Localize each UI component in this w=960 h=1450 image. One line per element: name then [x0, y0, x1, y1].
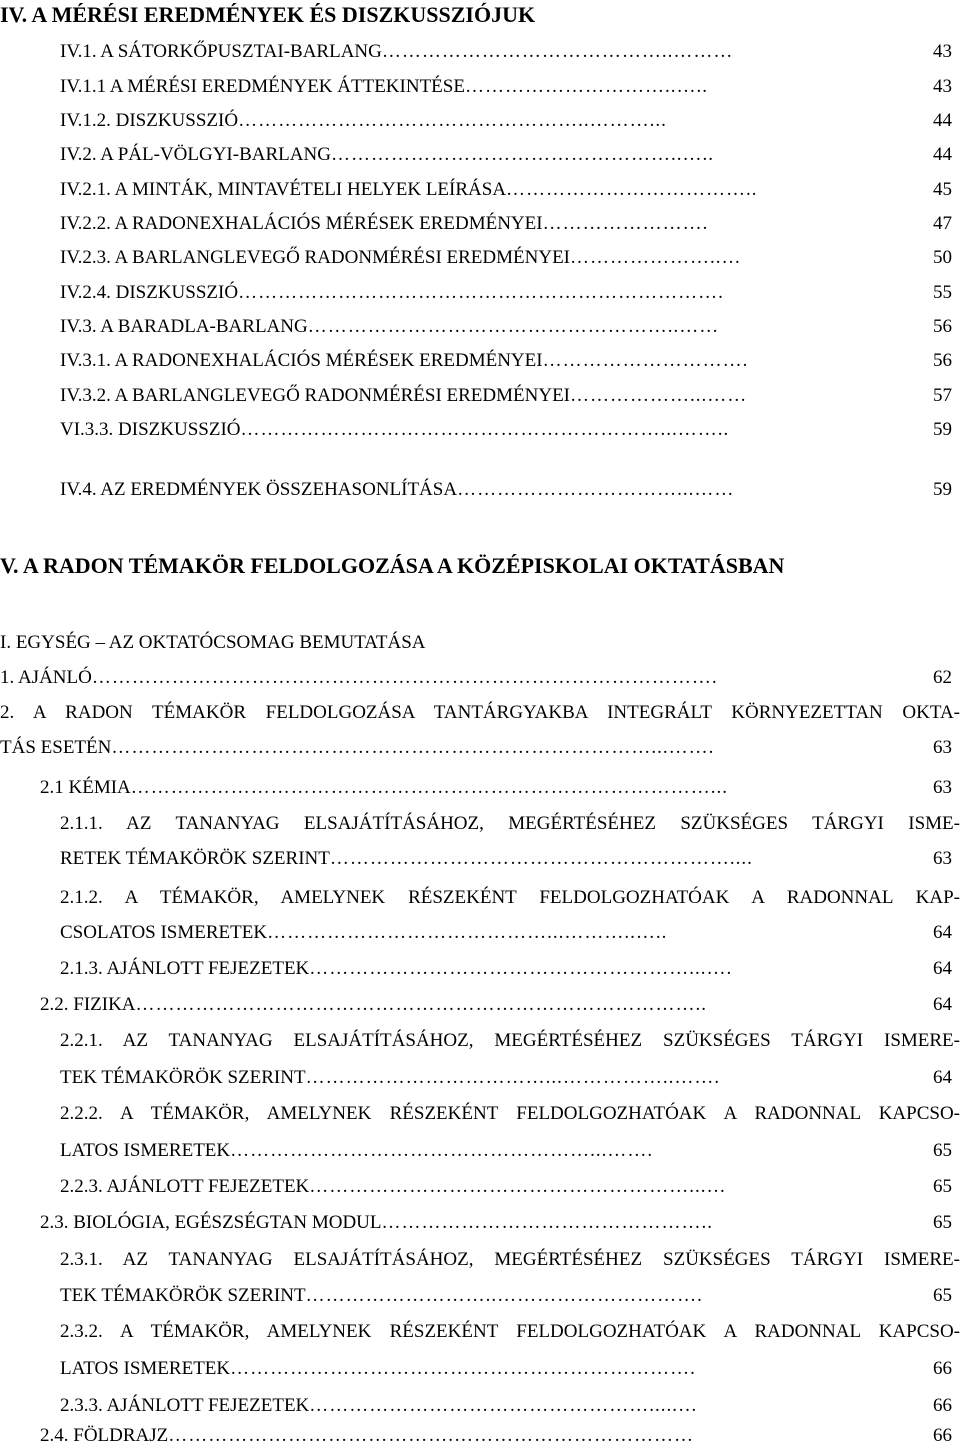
toc-entry-label: IV.3.1. A RADONEXHALÁCIÓS MÉRÉSEK EREDMÉNYEI — [60, 350, 543, 371]
toc-entry-fizika-2-cont[interactable] — [60, 1139, 952, 1163]
toc-entry-label: IV.1.1 A MÉRÉSI EREDMÉNYEK ÁTTEKINTÉSE — [60, 76, 465, 97]
unit-heading: I. EGYSÉG – AZ OKTATÓCSOMAG BEMUTATÁSA — [0, 632, 426, 653]
toc-page-number: 63 — [933, 737, 952, 758]
toc-entry-fizika[interactable] — [40, 993, 952, 1017]
toc-entry-label: LATOS ISMERETEK — [60, 1358, 231, 1379]
toc-leader: ……………………………………………………………. — [230, 1358, 696, 1379]
toc-entry-biologia[interactable] — [40, 1211, 952, 1235]
toc-entry-label: 2. A RADON TÉMAKÖR FELDOLGOZÁSA TANTÁRGYAKBA INTEGRÁLT KÖRNYEZETTAN OKTA- — [0, 702, 960, 723]
toc-entry-integralt[interactable] — [0, 701, 960, 725]
toc-page-number: 43 — [933, 41, 952, 62]
toc-leader: ……………………. — [542, 213, 709, 234]
toc-leader: …………………………………………………………………………………. — [91, 667, 718, 688]
toc-entry-biologia-2-cont[interactable] — [60, 1357, 952, 1381]
toc-leader: ………………………………………………………………. — [238, 282, 724, 303]
toc-entry-fizika-2[interactable] — [60, 1102, 960, 1126]
toc-leader: ………………...…… — [570, 385, 748, 406]
toc-entry-label: 2.2. FIZIKA — [40, 994, 136, 1015]
toc-entry-label: IV.1. A SÁTORKŐPUSZTAI-BARLANG — [60, 41, 382, 62]
main-heading: IV. A MÉRÉSI EREDMÉNYEK ÉS DISZKUSSZIÓJUK — [0, 2, 536, 27]
toc-entry-label: TÁS ESETÉN — [0, 737, 112, 758]
toc-entry-integralt-cont[interactable] — [0, 736, 952, 760]
toc-page-number: 44 — [933, 144, 952, 165]
toc-entry-iv-3[interactable] — [60, 315, 952, 339]
toc-page-number: 66 — [933, 1395, 952, 1416]
toc-page-number: 64 — [933, 922, 952, 943]
toc-leader: ………………………………………….. — [381, 1212, 714, 1233]
toc-leader: ……………………………………..……… — [381, 41, 734, 62]
toc-entry-iv-2-4[interactable] — [60, 281, 952, 305]
toc-page-number: 64 — [933, 1067, 952, 1088]
toc-entry-iv-2[interactable] — [60, 143, 952, 167]
toc-entry-label: 2.3. BIOLÓGIA, EGÉSZSÉGTAN MODUL — [40, 1212, 382, 1233]
toc-entry-label: 2.3.2. A TÉMAKÖR, AMELYNEK RÉSZEKÉNT FELDOLGOZHATÓAK A RADONNAL KAPCSO- — [60, 1321, 960, 1342]
toc-entry-label: 2.3.1. AZ TANANYAG ELSAJÁTÍTÁSÁHOZ, MEGÉRTÉSÉHEZ SZÜKSÉGES TÁRGYI ISMERE- — [60, 1249, 960, 1270]
toc-entry-label: VI.3.3. DISZKUSSZIÓ — [60, 419, 241, 440]
toc-entry-label: RETEK TÉMAKÖRÖK SZERINT — [60, 848, 330, 869]
toc-entry-vi-3-3[interactable] — [60, 418, 952, 442]
toc-page-number: 65 — [933, 1285, 952, 1306]
toc-entry-label: IV.2.3. A BARLANGLEVEGŐ RADONMÉRÉSI EREDMÉNYEI — [60, 247, 571, 268]
toc-entry-label: 2.2.2. A TÉMAKÖR, AMELYNEK RÉSZEKÉNT FELDOLGOZHATÓAK A RADONNAL KAPCSO- — [60, 1103, 960, 1124]
toc-entry-label: IV.4. AZ EREDMÉNYEK ÖSSZEHASONLÍTÁSA — [60, 479, 458, 500]
toc-page-number: 43 — [933, 76, 952, 97]
toc-entry-biologia-3[interactable] — [60, 1394, 952, 1418]
toc-entry-label: 2.4. FÖLDRAJZ — [40, 1425, 169, 1446]
toc-entry-kemia-2-cont[interactable] — [60, 921, 952, 945]
toc-entry-label: 2.2.3. AJÁNLOTT FEJEZETEK — [60, 1176, 310, 1197]
toc-leader: ……………………………...…… — [457, 479, 735, 500]
toc-entry-iv-1-1[interactable] — [60, 75, 952, 99]
toc-entry-foldrajz[interactable] — [40, 1424, 952, 1448]
toc-page-number: 65 — [933, 1212, 952, 1233]
toc-leader: …………………………………………………...…. — [309, 958, 733, 979]
toc-entry-label: 2.1.1. AZ TANANYAG ELSAJÁTÍTÁSÁHOZ, MEGÉRTÉSÉHEZ SZÜKSÉGES TÁRGYI ISME- — [60, 813, 960, 834]
toc-entry-fizika-3[interactable] — [60, 1175, 952, 1199]
toc-page-number: 64 — [933, 958, 952, 979]
toc-entry-label: 2.1.3. AJÁNLOTT FEJEZETEK — [60, 958, 310, 979]
toc-entry-label: 2.2.1. AZ TANANYAG ELSAJÁTÍTÁSÁHOZ, MEGÉRTÉSÉHEZ SZÜKSÉGES TÁRGYI ISMERE- — [60, 1030, 960, 1051]
toc-leader: ………………………………...……………..……. — [305, 1067, 721, 1088]
toc-leader: ……………………………………………..….. — [330, 144, 714, 165]
toc-leader: …………………………………………………...… — [309, 1176, 727, 1197]
toc-entry-biologia-1-cont[interactable] — [60, 1284, 952, 1308]
toc-page-number: 66 — [933, 1358, 952, 1379]
toc-entry-label: TEK TÉMAKÖRÖK SZERINT — [60, 1285, 306, 1306]
toc-entry-label: 2.3.3. AJÁNLOTT FEJEZETEK — [60, 1395, 310, 1416]
toc-entry-label: IV.3. A BARADLA-BARLANG — [60, 316, 308, 337]
toc-leader: ……………………………………………………………………………... — [130, 777, 729, 798]
toc-entry-label: IV.3.2. A BARLANGLEVEGŐ RADONMÉRÉSI EREDMÉNYEI — [60, 385, 571, 406]
toc-page-number: 59 — [933, 419, 952, 440]
toc-entry-kemia-1[interactable] — [60, 812, 960, 836]
toc-leader: …………………………..….. — [464, 76, 708, 97]
toc-entry-iv-3-1[interactable] — [60, 349, 952, 373]
toc-page-number: 62 — [933, 667, 952, 688]
toc-entry-label: IV.2. A PÁL-VÖLGYI-BARLANG — [60, 144, 331, 165]
toc-entry-iv-2-3[interactable] — [60, 246, 952, 270]
toc-page-number: 65 — [933, 1140, 952, 1161]
toc-page-number: 66 — [933, 1425, 952, 1446]
toc-entry-kemia-3[interactable] — [60, 957, 952, 981]
toc-entry-iv-2-2[interactable] — [60, 212, 952, 236]
toc-leader: ………………………………………………………………………….. — [135, 994, 708, 1015]
toc-entry-label: 1. AJÁNLÓ — [0, 667, 92, 688]
toc-leader: …………………………………….……………………………… — [168, 1425, 695, 1446]
toc-entry-label: 2.1 KÉMIA — [40, 777, 131, 798]
toc-entry-kemia[interactable] — [40, 776, 952, 800]
toc-leader: ………………………………………………………………………...……. — [111, 737, 715, 758]
toc-page-number: 64 — [933, 994, 952, 1015]
toc-page-number: 65 — [933, 1176, 952, 1197]
toc-leader: ………………………………………………..…… — [307, 316, 720, 337]
toc-page-number: 56 — [933, 350, 952, 371]
toc-entry-kemia-1-cont[interactable] — [60, 847, 952, 871]
toc-page-number: 59 — [933, 479, 952, 500]
toc-leader: ……………………………………...………..….. — [267, 922, 668, 943]
toc-entry-fizika-1-cont[interactable] — [60, 1066, 952, 1090]
toc-entry-iv-2-1[interactable] — [60, 178, 952, 202]
toc-page-number: 56 — [933, 316, 952, 337]
toc-leader: ………………………………………………………...…….. — [240, 419, 730, 440]
toc-entry-fizika-1[interactable] — [60, 1029, 960, 1053]
toc-entry-biologia-1[interactable] — [60, 1248, 960, 1272]
toc-leader: …………………………………………….....… — [309, 1395, 699, 1416]
toc-page-number: 50 — [933, 247, 952, 268]
toc-page-number: 55 — [933, 282, 952, 303]
toc-leader: …………………………. — [542, 350, 749, 371]
toc-page-number: 47 — [933, 213, 952, 234]
toc-page-number: 44 — [933, 110, 952, 131]
toc-page-number: 63 — [933, 777, 952, 798]
toc-leader: …………………………………………………….... — [329, 848, 753, 869]
toc-leader: ……………………………….. — [506, 179, 758, 200]
section-heading: V. A RADON TÉMAKÖR FELDOLGOZÁSA A KÖZÉPISKOLAI OKTATÁSBAN — [0, 553, 785, 578]
toc-page-number: 45 — [933, 179, 952, 200]
toc-leader: ………………………………………………...……. — [230, 1140, 654, 1161]
toc-leader: ……………………………………………..………... — [238, 110, 667, 131]
toc-entry-label: 2.1.2. A TÉMAKÖR, AMELYNEK RÉSZEKÉNT FELDOLGOZHATÓAK A RADONNAL KAP- — [60, 887, 960, 908]
toc-leader: ………………………..…………………………. — [305, 1285, 703, 1306]
toc-entry-kemia-2[interactable] — [60, 886, 960, 910]
toc-page-number: 63 — [933, 848, 952, 869]
toc-entry-iv-1[interactable] — [60, 40, 952, 64]
toc-entry-iv-4[interactable] — [60, 478, 952, 502]
toc-entry-label: IV.1.2. DISZKUSSZIÓ — [60, 110, 239, 131]
toc-entry-label: LATOS ISMERETEK — [60, 1140, 231, 1161]
toc-entry-iv-1-2[interactable] — [60, 109, 952, 133]
toc-entry-ajanlo[interactable] — [0, 666, 952, 690]
toc-entry-label: IV.2.1. A MINTÁK, MINTAVÉTELI HELYEK LEÍRÁSA — [60, 179, 507, 200]
toc-entry-iv-3-2[interactable] — [60, 384, 952, 408]
toc-entry-label: CSOLATOS ISMERETEK — [60, 922, 268, 943]
toc-entry-biologia-2[interactable] — [60, 1320, 960, 1344]
toc-entry-label: IV.2.4. DISZKUSSZIÓ — [60, 282, 239, 303]
toc-entry-label: TEK TÉMAKÖRÖK SZERINT — [60, 1067, 306, 1088]
toc-entry-label: IV.2.2. A RADONEXHALÁCIÓS MÉRÉSEK EREDMÉNYEI — [60, 213, 543, 234]
toc-leader: …………………..… — [570, 247, 742, 268]
toc-page-number: 57 — [933, 385, 952, 406]
